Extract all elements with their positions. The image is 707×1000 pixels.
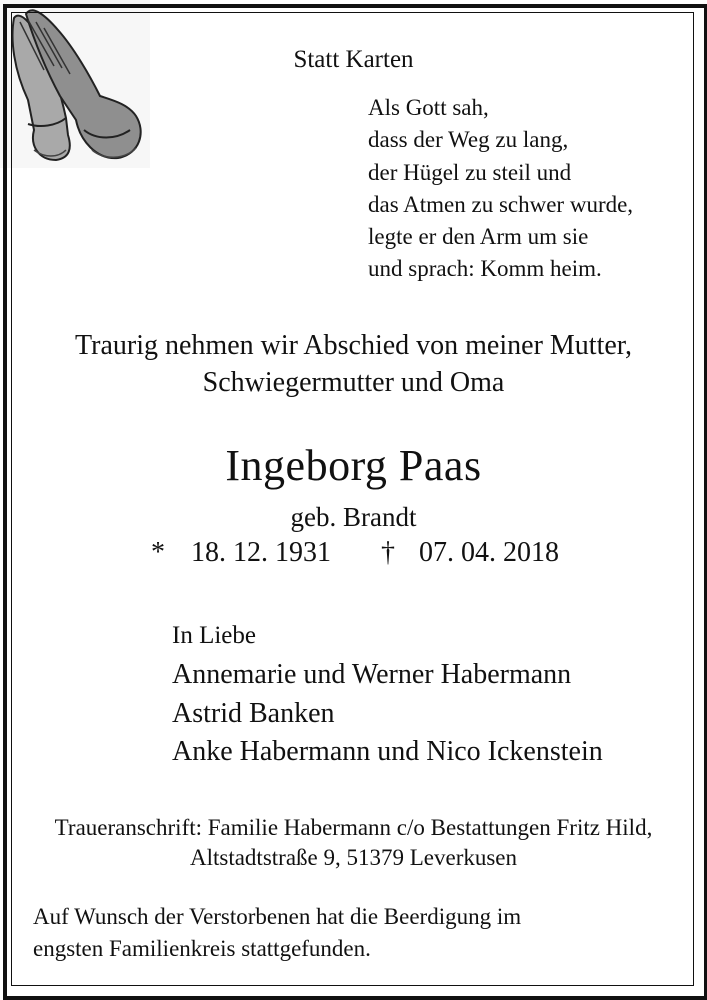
- mourner-name: Astrid Banken: [172, 697, 335, 729]
- mourners-intro: In Liebe: [172, 622, 256, 649]
- poem-line: der Hügel zu steil und: [368, 159, 572, 185]
- poem-line: und sprach: Komm heim.: [368, 256, 602, 282]
- life-dates: [151, 537, 559, 569]
- mourner-name: Annemarie und Werner Habermann: [172, 659, 572, 690]
- address-line-1: Traueranschrift: Familie Habermann c/o Bestattungen Fritz Hild,: [54, 815, 653, 840]
- mourners-list: [172, 656, 603, 772]
- poem: [368, 92, 633, 286]
- birth-name: geb. Brandt: [290, 502, 417, 532]
- birth-symbol: *: [151, 537, 165, 568]
- poem-line: legte er den Arm um sie: [368, 224, 589, 250]
- intro-line-2: Schwiegermutter und Oma: [202, 367, 505, 398]
- mourner-name: Anke Habermann und Nico Ickenstein: [172, 736, 603, 767]
- birth-date: 18. 12. 1931: [191, 537, 331, 568]
- death-date: 07. 04. 2018: [419, 537, 559, 568]
- deceased-name: Ingeborg Paas: [225, 441, 482, 490]
- death-symbol: †: [381, 537, 395, 568]
- poem-line: das Atmen zu schwer wurde,: [368, 191, 634, 217]
- funeral-note: [33, 901, 521, 965]
- poem-line: Als Gott sah,: [368, 95, 489, 120]
- poem-line: dass der Weg zu lang,: [368, 127, 569, 153]
- note-line: Auf Wunsch der Verstorbenen hat die Beerdigung im: [33, 904, 522, 929]
- header-statt-karten: Statt Karten: [293, 46, 414, 73]
- address-line-2: Altstadtstraße 9, 51379 Leverkusen: [189, 845, 518, 870]
- note-line: engsten Familienkreis stattgefunden.: [33, 936, 371, 961]
- intro-line-1: Traurig nehmen wir Abschied von meiner Mutter,: [75, 330, 632, 361]
